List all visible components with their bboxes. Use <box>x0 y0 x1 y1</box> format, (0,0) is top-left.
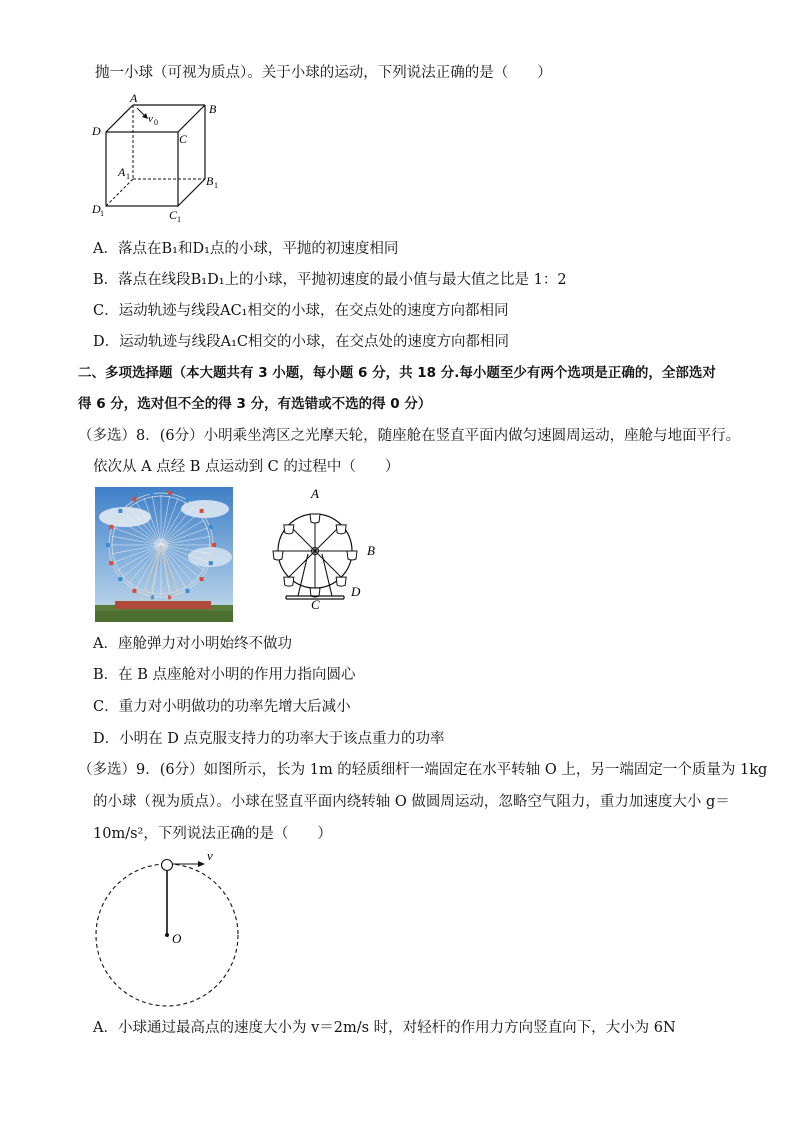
label-B1-sub: 1 <box>214 181 218 190</box>
ferris-wheel-photo <box>95 487 233 622</box>
rod-label-O: O <box>172 931 182 946</box>
q8-stem-line2: 依次从 A 点经 B 点运动到 C 的过程中（ ） <box>93 459 400 475</box>
label-C1: C <box>169 208 178 222</box>
q7-option-b: B．落点在线段B₁D₁上的小球，平抛初速度的最小值与最大值之比是 1：2 <box>93 272 567 288</box>
q9-option-a: A．小球通过最高点的速度大小为 v＝2m/s 时，对轻杆的作用力方向竖直向下，大小为 6N <box>93 1020 676 1036</box>
wheel-label-A: A <box>311 486 319 501</box>
rod-circle-figure <box>90 848 250 1008</box>
ferris-wheel-diagram <box>258 486 388 616</box>
q8-option-a: A．座舱弹力对小明始终不做功 <box>93 636 292 652</box>
label-A1: A <box>118 165 126 179</box>
label-A: A <box>130 92 138 105</box>
label-B: B <box>209 102 217 116</box>
q9-stem-line3: 10m/s²，下列说法正确的是（ ） <box>93 826 332 842</box>
q8-option-b: B．在 B 点座舱对小明的作用力指向圆心 <box>93 667 356 683</box>
q7-option-d: D．运动轨迹与线段A₁C相交的小球，在交点处的速度方向都相同 <box>93 334 510 350</box>
label-B1: B <box>206 174 214 188</box>
wheel-label-B: B <box>367 543 375 558</box>
q9-stem-line1: （多选）9．(6分）如图所示，长为 1m 的轻质细杆一端固定在水平转轴 O 上，另一端固定一个质量为 1kg <box>78 762 768 778</box>
label-D: D <box>92 124 101 138</box>
label-D1-sub: 1 <box>100 209 104 218</box>
label-v0: v <box>148 113 153 125</box>
label-A1-sub: 1 <box>126 172 130 181</box>
label-v0-sub: 0 <box>154 118 158 127</box>
wheel-label-D: D <box>351 584 361 599</box>
label-C1-sub: 1 <box>177 215 181 224</box>
rod-label-v: v <box>207 848 213 863</box>
q9-stem-line2: 的小球（视为质点）。小球在竖直平面内绕转轴 O 做圆周运动，忽略空气阻力，重力加速度大小 g＝ <box>93 794 730 810</box>
q7-option-c: C．运动轨迹与线段AC₁相交的小球，在交点处的速度方向都相同 <box>93 303 509 319</box>
q7-option-a: A．落点在B₁和D₁点的小球，平抛的初速度相同 <box>93 241 399 257</box>
q8-option-d: D．小明在 D 点克服支持力的功率大于该点重力的功率 <box>93 731 445 747</box>
label-D1: D <box>92 202 101 216</box>
section2-heading-line2: 得 6 分，选对但不全的得 3 分，有选错或不选的得 0 分） <box>78 396 432 412</box>
q8-stem-line1: （多选）8．(6分）小明乘坐湾区之光摩天轮，随座舱在竖直平面内做匀速圆周运动，座舱与地面平行。 <box>78 428 741 444</box>
label-C: C <box>179 132 188 146</box>
q8-option-c: C．重力对小明做功的功率先增大后减小 <box>93 699 351 715</box>
section2-heading-line1: 二、多项选择题（本大题共有 3 小题，每小题 6 分，共 18 分.每小题至少有两个选项是正确的，全部选对 <box>78 365 716 381</box>
cube-figure <box>88 92 228 224</box>
wheel-label-C: C <box>311 597 320 612</box>
q7-stem: 抛一小球（可视为质点）。关于小球的运动，下列说法正确的是（ ） <box>95 65 552 81</box>
